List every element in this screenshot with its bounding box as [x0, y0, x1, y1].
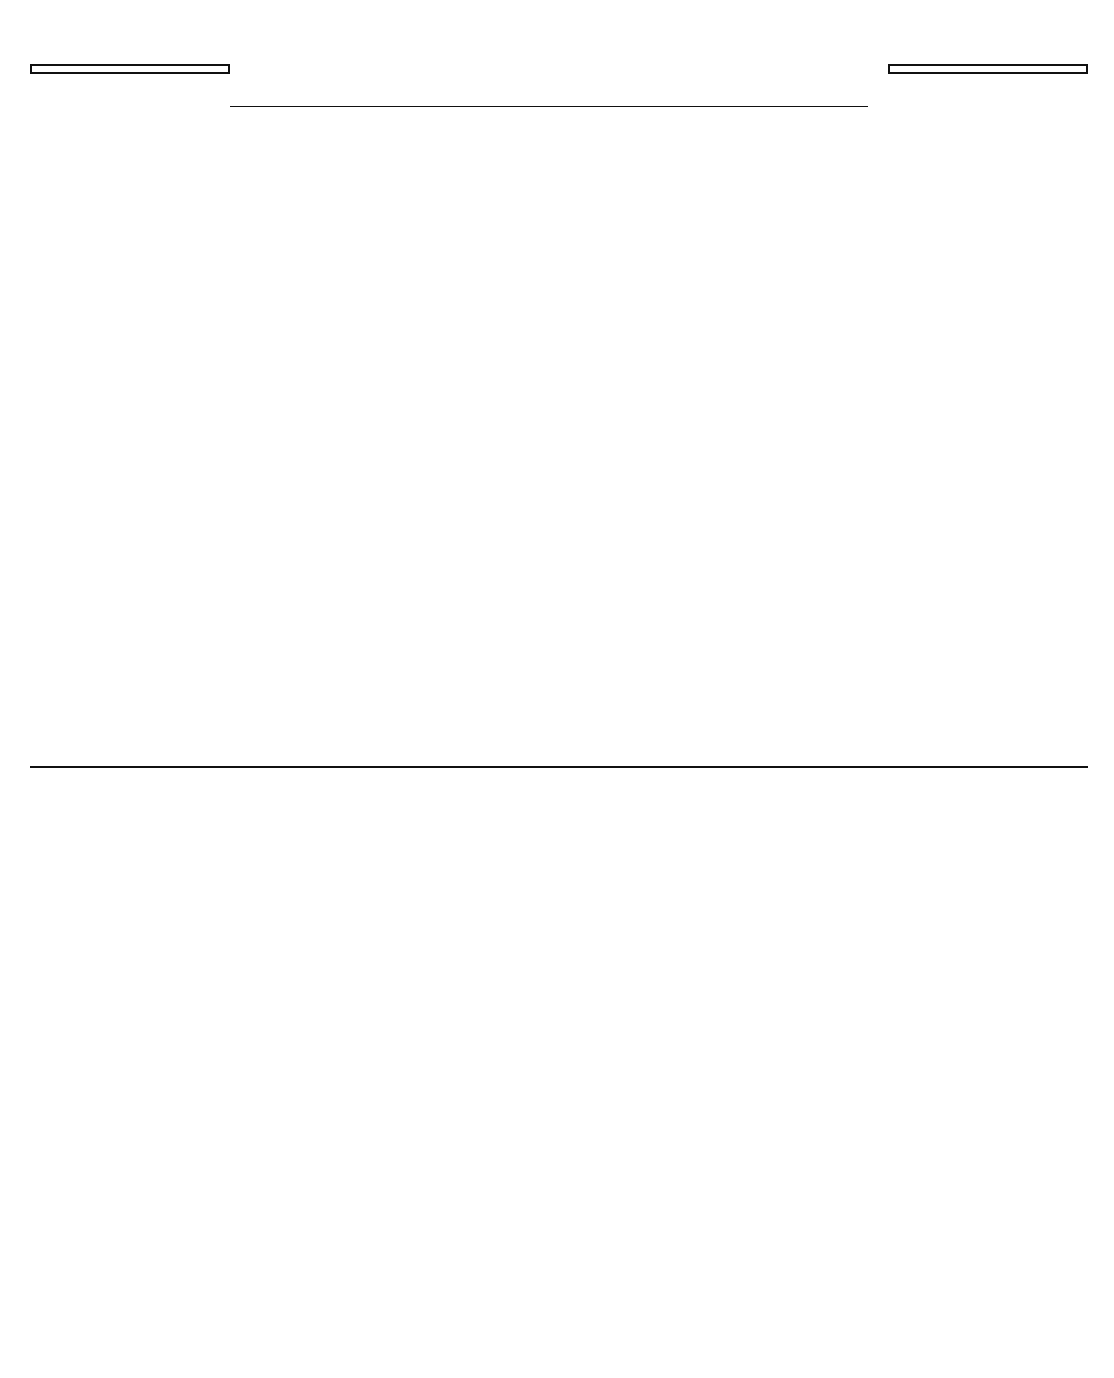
news-note	[30, 64, 230, 74]
weather-note	[888, 64, 1088, 74]
listener-page	[30, 52, 1088, 1342]
zb-stations	[30, 114, 1088, 766]
top-rule	[230, 106, 868, 107]
national-stations	[30, 772, 1088, 1332]
middle-rule	[30, 766, 1088, 768]
